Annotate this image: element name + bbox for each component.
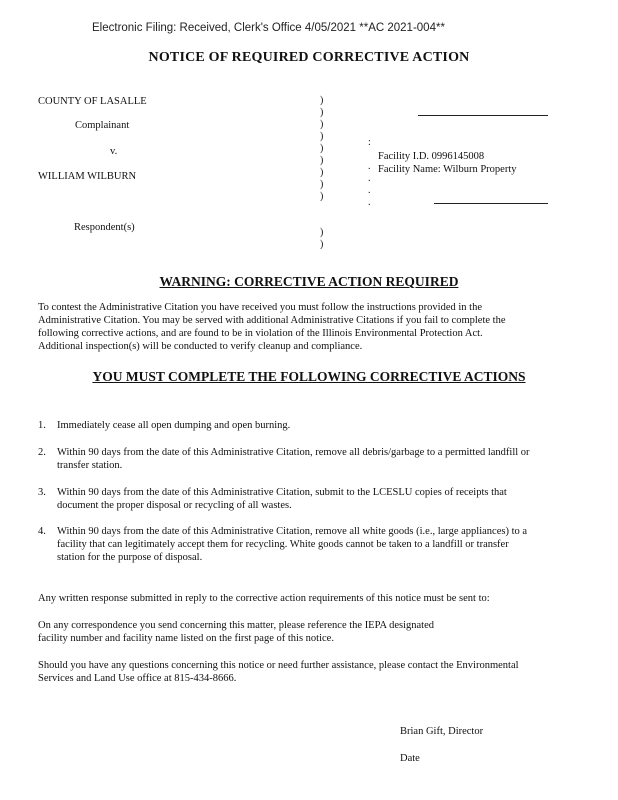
action-line: facility that can legitimately accept them for recycling. White goods cannot be taken to a landfill or transfer (57, 539, 509, 550)
complainant-label: Complainant (75, 120, 130, 131)
action-number: 4. (38, 526, 46, 537)
warning-line: Additional inspection(s) will be conducted to verify cleanup and compliance. (38, 341, 363, 352)
action-line: Within 90 days from the date of this Administrative Citation, remove all debris/garbage to a permitted landfill or (57, 447, 530, 458)
date-label: Date (400, 753, 420, 764)
response-line: Any written response submitted in reply to the corrective action requirements of this notice must be sent to: (38, 593, 490, 604)
facility-id: Facility I.D. 0996145008 (378, 151, 485, 162)
action-line: transfer station. (57, 460, 123, 471)
action-number: 1. (38, 420, 46, 431)
signature-rule-bottom (434, 203, 548, 204)
action-line: station for the purpose of disposal. (57, 552, 203, 563)
respondent-party: WILLIAM WILBURN (38, 171, 137, 182)
page-title: NOTICE OF REQUIRED CORRECTIVE ACTION (148, 50, 470, 65)
caption-brace-column: ) ) ) ) ) ) ) ) ) ) ) (320, 95, 324, 250)
caption-colon-column: : . . . . (368, 137, 371, 208)
action-number: 3. (38, 487, 46, 498)
action-line: document the proper disposal or recycling of all wastes. (57, 500, 292, 511)
questions-line: Services and Land Use office at 815-434-8666. (38, 673, 237, 684)
correspondence-line: facility number and facility name listed on the first page of this notice. (38, 633, 334, 644)
action-line: Within 90 days from the date of this Administrative Citation, remove all white goods (i.e., large appliances) to a (57, 526, 528, 537)
action-line: Within 90 days from the date of this Administrative Citation, submit to the LCESLU copies of receipts that (57, 487, 507, 498)
response-instruction (38, 592, 583, 605)
filing-stamp: Electronic Filing: Received, Clerk's Office 4/05/2021 **AC 2021-004** (92, 22, 445, 34)
warning-heading: WARNING: CORRECTIVE ACTION REQUIRED (159, 274, 459, 289)
warning-body (38, 301, 583, 353)
actions-heading: YOU MUST COMPLETE THE FOLLOWING CORRECTIVE ACTIONS (92, 369, 526, 384)
correspondence-line: On any correspondence you send concerning this matter, please reference the IEPA designated (38, 620, 435, 631)
action-line: Immediately cease all open dumping and open burning. (57, 420, 291, 431)
warning-line: To contest the Administrative Citation you have received you must follow the instructions provided in the (38, 302, 482, 313)
questions-line: Should you have any questions concerning this notice or need further assistance, please contact the Environmental (38, 660, 519, 671)
warning-line: following corrective actions, and are found to be in violation of the Illinois Environmental Protection Act. (38, 328, 483, 339)
facility-name: Facility Name: Wilburn Property (378, 164, 517, 175)
complainant-party: COUNTY OF LASALLE (38, 96, 147, 107)
signature-rule-top (418, 115, 548, 116)
action-number: 2. (38, 447, 46, 458)
correspondence-paragraph (38, 619, 583, 645)
respondent-label: Respondent(s) (74, 222, 135, 233)
versus-label: v. (110, 146, 118, 157)
signatory-name: Brian Gift, Director (400, 726, 484, 737)
warning-line: Administrative Citation. You may be served with additional Administrative Citations if you fail to complete the (38, 315, 506, 326)
questions-paragraph (38, 659, 583, 685)
